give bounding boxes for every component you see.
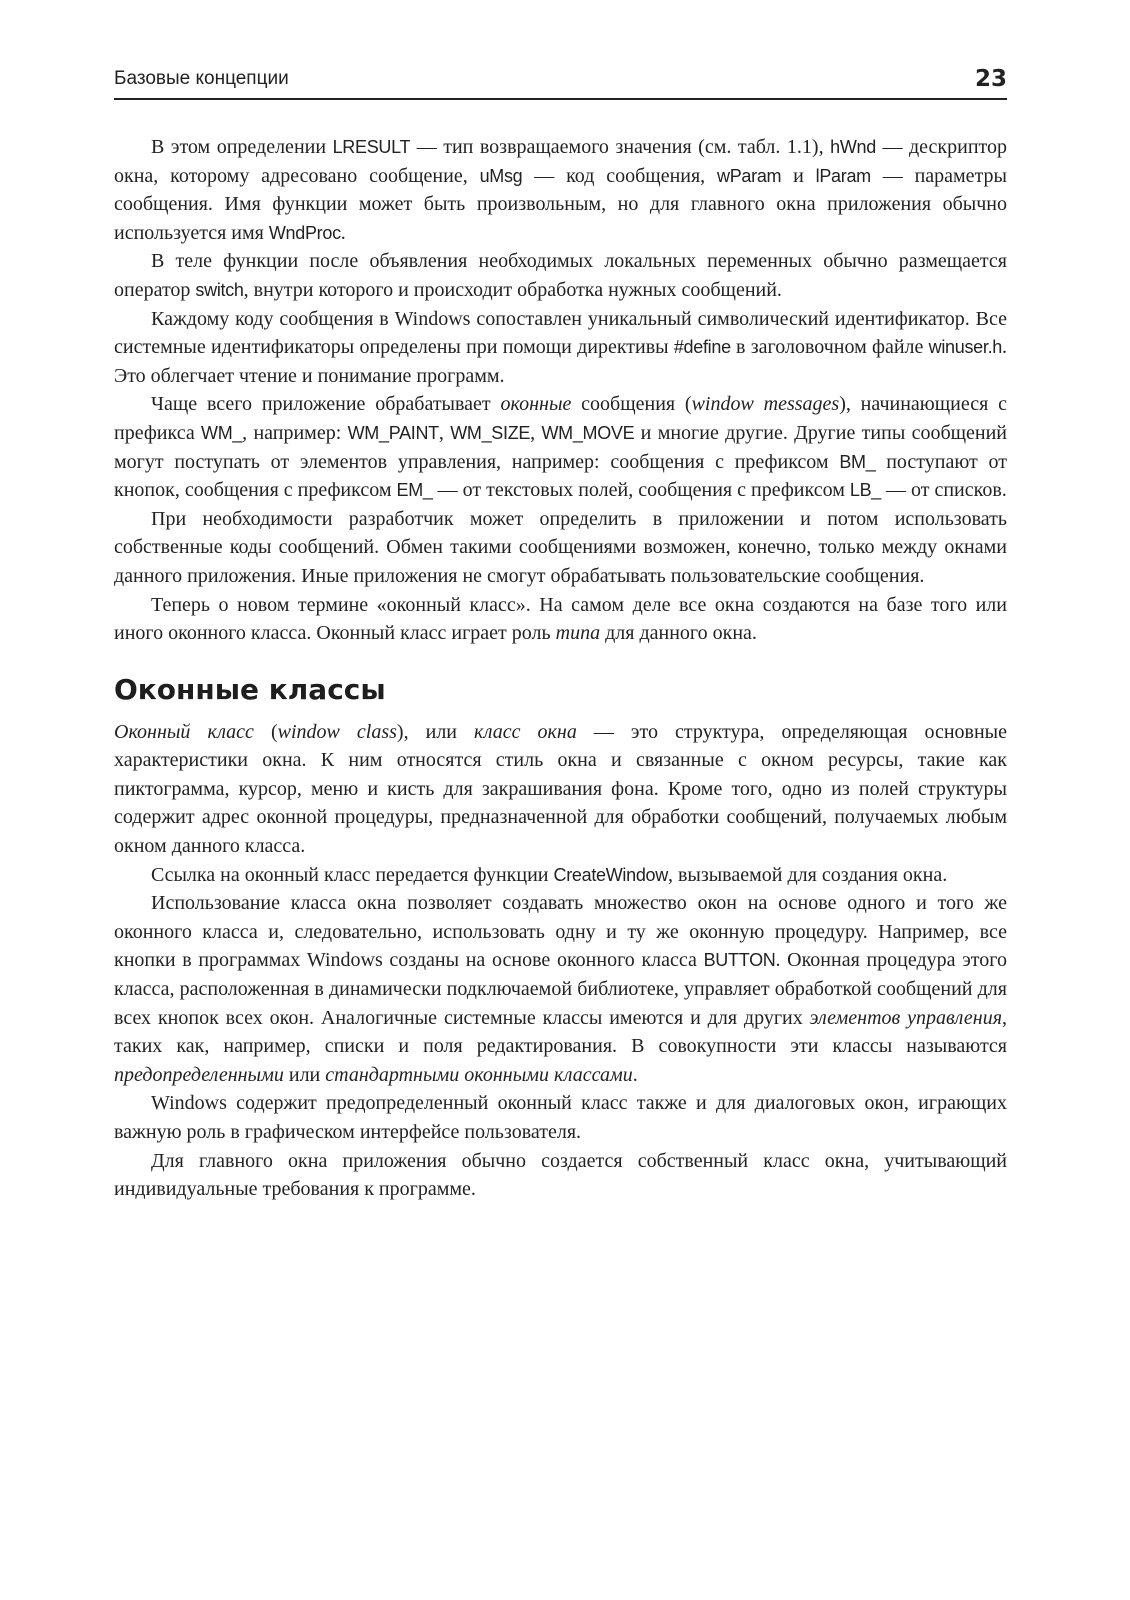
emphasis: window class <box>277 720 397 743</box>
paragraph-11: Для главного окна приложения обычно создается собственный класс окна, учитывающий индивидуальные требования к программе. <box>114 1149 1007 1201</box>
paragraph-9: Использование класса окна позволяет создавать множество окон на основе одного и того же оконного класса и, следовательно, использовать одну и ту же оконную процедуру. Например, все кнопки в программах Windows созданы на основе оконного класса BUTTON. Оконная процедура этого класса, расположенная в динамически подключаемой библиотеке, управляет обработкой сообщений для всех кнопок всех окон. Аналогичные системные классы имеются и для других элементов управления, таких как, например, списки и поля редактирования. В совокупности эти классы называются предопределенными или стандартными оконными классами. <box>114 892 1007 1086</box>
code-term: LRESULT <box>332 137 411 157</box>
emphasis: оконные <box>500 393 572 416</box>
page-number: 23 <box>974 66 1007 92</box>
code-term: CreateWindow <box>553 864 668 885</box>
paragraph-4: Чаще всего приложение обрабатывает оконные сообщения (window messages), начинающиеся с префикса WM_, например: WM_PAINT, WM_SIZE, WM_MOVE и многие другие. Другие типы сообщений могут поступать от элементов управления, например: сообщения с префиксом BM_ поступают от кнопок, сообщения с префиксом EM_ — от текстовых полей, сообщения с префиксом LB_ — от списков. <box>114 393 1008 502</box>
code-term: uMsg <box>479 165 523 186</box>
emphasis: стандартными оконными классами <box>325 1063 633 1086</box>
code-term: hWnd <box>830 137 876 157</box>
code-term: BUTTON <box>703 950 776 971</box>
code-term: WM_MOVE <box>541 422 635 443</box>
emphasis: window messages <box>691 393 840 416</box>
code-term: switch <box>195 279 244 300</box>
emphasis: элементов управления <box>809 1006 1002 1029</box>
code-term: #define <box>673 337 731 358</box>
paragraph-1: В этом определении LRESULT — тип возвращаемого значения (см. табл. 1.1), hWnd — дескриптор окна, которому адресовано сообщение, uMsg — код сообщения, wParam и lParam — параметры сообщения. Имя функции может быть произвольным, но для главного окна приложения обычно используется имя WndProc. <box>114 136 1008 244</box>
code-term: WndProc <box>268 222 341 243</box>
code-term: LB_ <box>849 480 881 501</box>
running-head-title: Базовые концепции <box>114 68 289 89</box>
emphasis: класс окна <box>474 720 577 743</box>
section-heading: Оконные классы <box>114 672 386 706</box>
code-term: WM_PAINT <box>347 422 439 443</box>
code-term: BM_ <box>839 451 876 472</box>
paragraph-5: При необходимости разработчик может определить в приложении и потом использовать собственные коды сообщений. Обмен такими сообщениями возможен, конечно, только между окнами данного приложения. Иные приложения не смогут обрабатывать пользовательские сообщения. <box>114 507 1007 587</box>
page-body <box>114 133 1007 1204</box>
code-term: WM_ <box>201 422 243 443</box>
code-term: EM_ <box>396 480 433 501</box>
paragraph-8: Ссылка на оконный класс передается функции CreateWindow, вызываемой для создания окна. <box>151 863 948 886</box>
running-head <box>114 58 1007 100</box>
code-term: winuser.h <box>928 337 1002 358</box>
paragraph-10: Windows содержит предопределенный оконный класс также и для диалоговых окон, играющих важную роль в графическом интерфейсе пользователя. <box>114 1092 1007 1143</box>
emphasis: типа <box>555 622 601 645</box>
code-term: wParam <box>717 165 782 186</box>
paragraph-6: Теперь о новом термине «оконный класс». На самом деле все окна создаются на базе того или иного оконного класса. Оконный класс играет роль типа для данного окна. <box>114 593 1007 645</box>
paragraph-7: Оконный класс (window class), или класс окна — это структура, определяющая основные характеристики окна. К ним относятся стиль окна и связанные с окном ресурсы, такие как пиктограмма, курсор, меню и кисть для закрашивания фона. Кроме того, одно из полей структуры содержит адрес оконной процедуры, предназначенной для обработки сообщений, получаемых любым окном данного класса. <box>114 720 1007 858</box>
code-term: lParam <box>815 165 871 186</box>
paragraph-2: В теле функции после объявления необходимых локальных переменных обычно размещается оператор switch, внутри которого и происходит обработка нужных сообщений. <box>114 250 1007 301</box>
paragraph-3: Каждому коду сообщения в Windows сопоставлен уникальный символический идентификатор. Все системные идентификаторы определены при помощи директивы #define в заголовочном файле winuser.h. Это облегчает чтение и понимание программ. <box>114 307 1007 387</box>
code-term: WM_SIZE <box>450 422 531 443</box>
emphasis: предопределенными <box>114 1063 284 1086</box>
emphasis: Оконный класс <box>114 720 254 743</box>
